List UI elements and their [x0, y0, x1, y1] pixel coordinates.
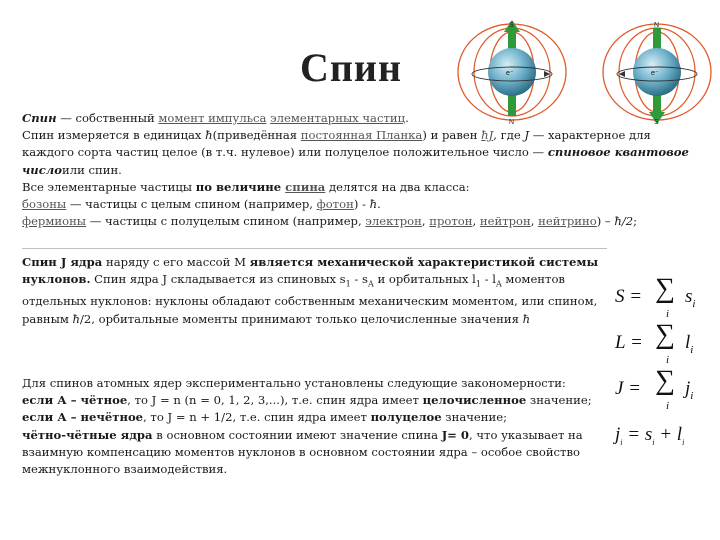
left-pole-top-label: S: [509, 22, 514, 29]
link-neutron[interactable]: нейтрон: [479, 214, 531, 229]
left-pole-bottom-label: N: [509, 119, 515, 126]
formula-orbital-sum: L = ∑ i $l_i$: [615, 319, 694, 366]
link-planck-constant[interactable]: постоянная Планка: [300, 128, 423, 143]
link-electron[interactable]: электрон: [365, 214, 422, 229]
section-divider: [22, 248, 607, 249]
intro-line-1: Спин — собственный момент импульса элементарных частиц.: [22, 111, 409, 125]
intro-line-4: числоили спин.: [22, 162, 122, 177]
formulas-panel: [615, 262, 720, 452]
right-pole-bottom-label: S: [654, 119, 659, 126]
left-particle-label: e⁻: [506, 70, 514, 77]
law-even: если А – чётное, то J = n (n = 0, 1, 2, 3,...), т.е. спин ядра имеет целочисленное значение;: [22, 393, 592, 408]
link-fermions[interactable]: фермионы: [22, 214, 87, 229]
link-bosons[interactable]: бозоны: [22, 197, 67, 212]
link-angular-momentum[interactable]: момент импульса: [158, 111, 267, 125]
right-pole-top-label: N: [654, 22, 660, 29]
link-proton[interactable]: протон: [429, 214, 473, 229]
formula-spin-sum: S = ∑ i $s_i$: [615, 273, 696, 320]
intro-line-6: бозоны — частицы с целым спином (например, фотон) - ħ.: [22, 197, 381, 212]
link-neutrino[interactable]: нейтрино: [538, 214, 597, 229]
spin-laws-paragraph: [22, 375, 612, 478]
slide-title: Спин: [300, 45, 403, 90]
law-odd: если А – нечётное, то J = n + 1/2, т.е. спин ядра имеет полуцелое значение;: [22, 410, 508, 425]
intro-line-2: Спин измеряется в единицах ħ(приведённая постоянная Планка) и равен ħJ, где J — характерное для: [22, 128, 651, 143]
formula-total-sum: J = ∑ i $j_i$: [615, 365, 694, 412]
laws-intro: Для спинов атомных ядер экспериментально установлены следующие закономерности:: [22, 376, 566, 390]
intro-line-7: фермионы — частицы с полуцелым спином (например, электрон, протон, нейтрон, нейтрино) – ħ/2;: [22, 214, 638, 229]
law-even-even: чётно-чётные ядра в основном состоянии имеют значение спина J= 0, что указывает на взаимную компенсацию моментов нуклонов в основном состоянии ядра – особое свойство межнуклонного взаимодействия.: [22, 427, 583, 477]
link-spin[interactable]: спина: [285, 179, 326, 194]
link-photon[interactable]: фотон: [316, 197, 354, 212]
intro-line-5: Все элементарные частицы по величине спина делятся на два класса:: [22, 179, 470, 194]
right-particle-label: e⁻: [651, 70, 659, 77]
intro-text: [22, 110, 720, 230]
intro-line-3: каждого сорта частиц целое (в т.ч. нулевое) или полуцелое положительное число — спиновое квантовое: [22, 145, 689, 160]
nucleus-spin-paragraph: Спин J ядра наряду с его массой М является механической характеристикой системы нуклонов. Спин ядра J складывается из спиновых $s_1 - s_A$ и орбитальных $l_1 - l_A$ моментов отдельных нуклонов: нуклоны обладают собственным механическим моментом, или спином, равным ħ/2, орбитальные моменты принимают только целочисленные значения ħ: [22, 255, 599, 326]
formula-single-nucleon: $j_i = s_i + l_i$: [615, 424, 685, 447]
link-elementary-particles[interactable]: элементарных частиц: [270, 111, 406, 125]
